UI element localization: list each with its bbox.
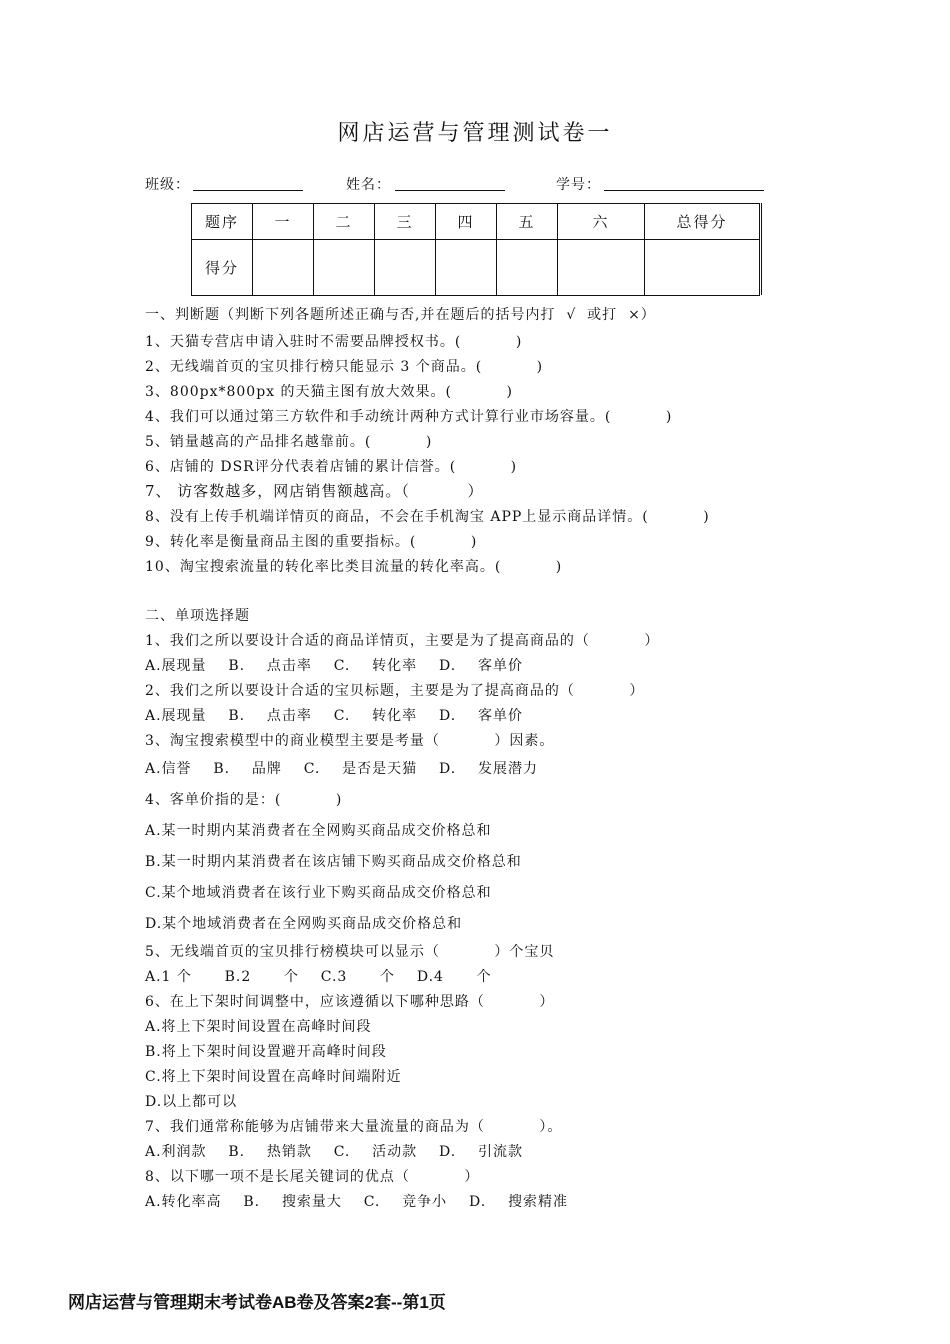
table-double-border xyxy=(761,203,762,295)
question-line: 4、客单价指的是：( ) xyxy=(145,792,343,808)
score-input-cell[interactable] xyxy=(436,240,497,296)
score-input-cell[interactable] xyxy=(314,240,375,296)
name-field[interactable] xyxy=(395,190,505,191)
student-id-field[interactable] xyxy=(604,190,764,191)
class-label: 班级： xyxy=(145,177,190,193)
score-header-cell: 二 xyxy=(314,204,375,240)
question-line: 2、我们之所以要设计合适的宝贝标题，主要是为了提高商品的（ ） xyxy=(145,683,645,699)
name-label: 姓名： xyxy=(346,177,391,193)
question-line: 6、店铺的 DSR评分代表着店铺的累计信誉。( ) xyxy=(145,459,518,475)
score-header-cell: 五 xyxy=(497,204,558,240)
score-header-cell: 一 xyxy=(253,204,314,240)
score-input-cell[interactable] xyxy=(375,240,436,296)
question-line: 1、天猫专营店申请入驻时不需要品牌授权书。( ) xyxy=(145,334,523,350)
option-line: A.转化率高 B. 搜索量大 C. 竞争小 D. 搜索精准 xyxy=(145,1194,568,1210)
option-line: A.展现量 B. 点击率 C. 转化率 D. 客单价 xyxy=(145,658,523,674)
question-line: 10、淘宝搜索流量的转化率比类目流量的转化率高。( ) xyxy=(145,559,563,575)
class-field[interactable] xyxy=(193,190,303,191)
option-line: D.以上都可以 xyxy=(145,1094,238,1110)
option-line: D.某个地域消费者在全网购买商品成交价格总和 xyxy=(145,916,463,932)
option-line: A.某一时期内某消费者在全网购买商品成交价格总和 xyxy=(145,823,492,839)
question-line: 5、无线端首页的宝贝排行榜模块可以显示（ ）个宝贝 xyxy=(145,944,555,960)
student-id-label: 学号： xyxy=(556,177,601,193)
option-line: B.将上下架时间设置避开高峰时间段 xyxy=(145,1044,387,1060)
score-header-cell: 总得分 xyxy=(645,204,760,240)
question-line: 4、我们可以通过第三方软件和手动统计两种方式计算行业市场容量。( ) xyxy=(145,409,673,425)
score-header-cell: 题序 xyxy=(192,204,253,240)
score-input-cell[interactable] xyxy=(253,240,314,296)
question-line: 9、转化率是衡量商品主图的重要指标。( ) xyxy=(145,534,478,550)
score-input-cell[interactable] xyxy=(497,240,558,296)
score-row-label: 得分 xyxy=(192,240,253,296)
question-line: 7、 访客数越多，网店销售额越高。（ ） xyxy=(145,482,484,500)
question-line: 7、我们通常称能够为店铺带来大量流量的商品为（ ）。 xyxy=(145,1119,563,1135)
score-table xyxy=(191,203,760,296)
section-heading-single-choice: 二、单项选择题 xyxy=(145,608,250,624)
page-footer: 网店运营与管理期末考试卷AB卷及答案2套--第1页 xyxy=(68,1293,446,1312)
page-title: 网店运营与管理测试卷一 xyxy=(337,121,613,146)
option-line: A.1 个 B.2 个 C.3 个 D.4 个 xyxy=(145,969,492,985)
option-line: A.利润款 B. 热销款 C. 活动款 D. 引流款 xyxy=(145,1144,523,1160)
question-line: 3、800px*800px 的天猫主图有放大效果。( ) xyxy=(145,384,513,400)
option-line: C.将上下架时间设置在高峰时间端附近 xyxy=(145,1069,402,1085)
question-line: 2、无线端首页的宝贝排行榜只能显示 3 个商品。( ) xyxy=(145,359,544,375)
option-line: A.展现量 B. 点击率 C. 转化率 D. 客单价 xyxy=(145,708,523,724)
question-line: 6、在上下架时间调整中，应该遵循以下哪种思路（ ） xyxy=(145,994,555,1010)
score-input-cell[interactable] xyxy=(645,240,760,296)
section-heading-true-false: 一、判断题（判断下列各题所述正确与否,并在题后的括号内打 √ 或打 ×） xyxy=(145,307,656,323)
option-line: A.信誉 B. 品牌 C. 是否是天猫 D. 发展潜力 xyxy=(145,761,538,777)
option-line: B.某一时期内某消费者在该店铺下购买商品成交价格总和 xyxy=(145,854,522,870)
score-header-cell: 三 xyxy=(375,204,436,240)
option-line: C.某个地域消费者在该行业下购买商品成交价格总和 xyxy=(145,885,492,901)
question-line: 3、淘宝搜索模型中的商业模型主要是考量（ ）因素。 xyxy=(145,733,555,749)
score-header-cell: 四 xyxy=(436,204,497,240)
option-line: A.将上下架时间设置在高峰时间段 xyxy=(145,1019,372,1035)
question-line: 8、以下哪一项不是长尾关键词的优点（ ） xyxy=(145,1169,480,1185)
question-line: 5、销量越高的产品排名越靠前。( ) xyxy=(145,434,433,450)
score-input-cell[interactable] xyxy=(558,240,645,296)
question-line: 8、没有上传手机端详情页的商品，不会在手机淘宝 APP上显示商品详情。( ) xyxy=(145,509,710,525)
score-header-cell: 六 xyxy=(558,204,645,240)
question-line: 1、我们之所以要设计合适的商品详情页，主要是为了提高商品的（ ） xyxy=(145,633,660,649)
